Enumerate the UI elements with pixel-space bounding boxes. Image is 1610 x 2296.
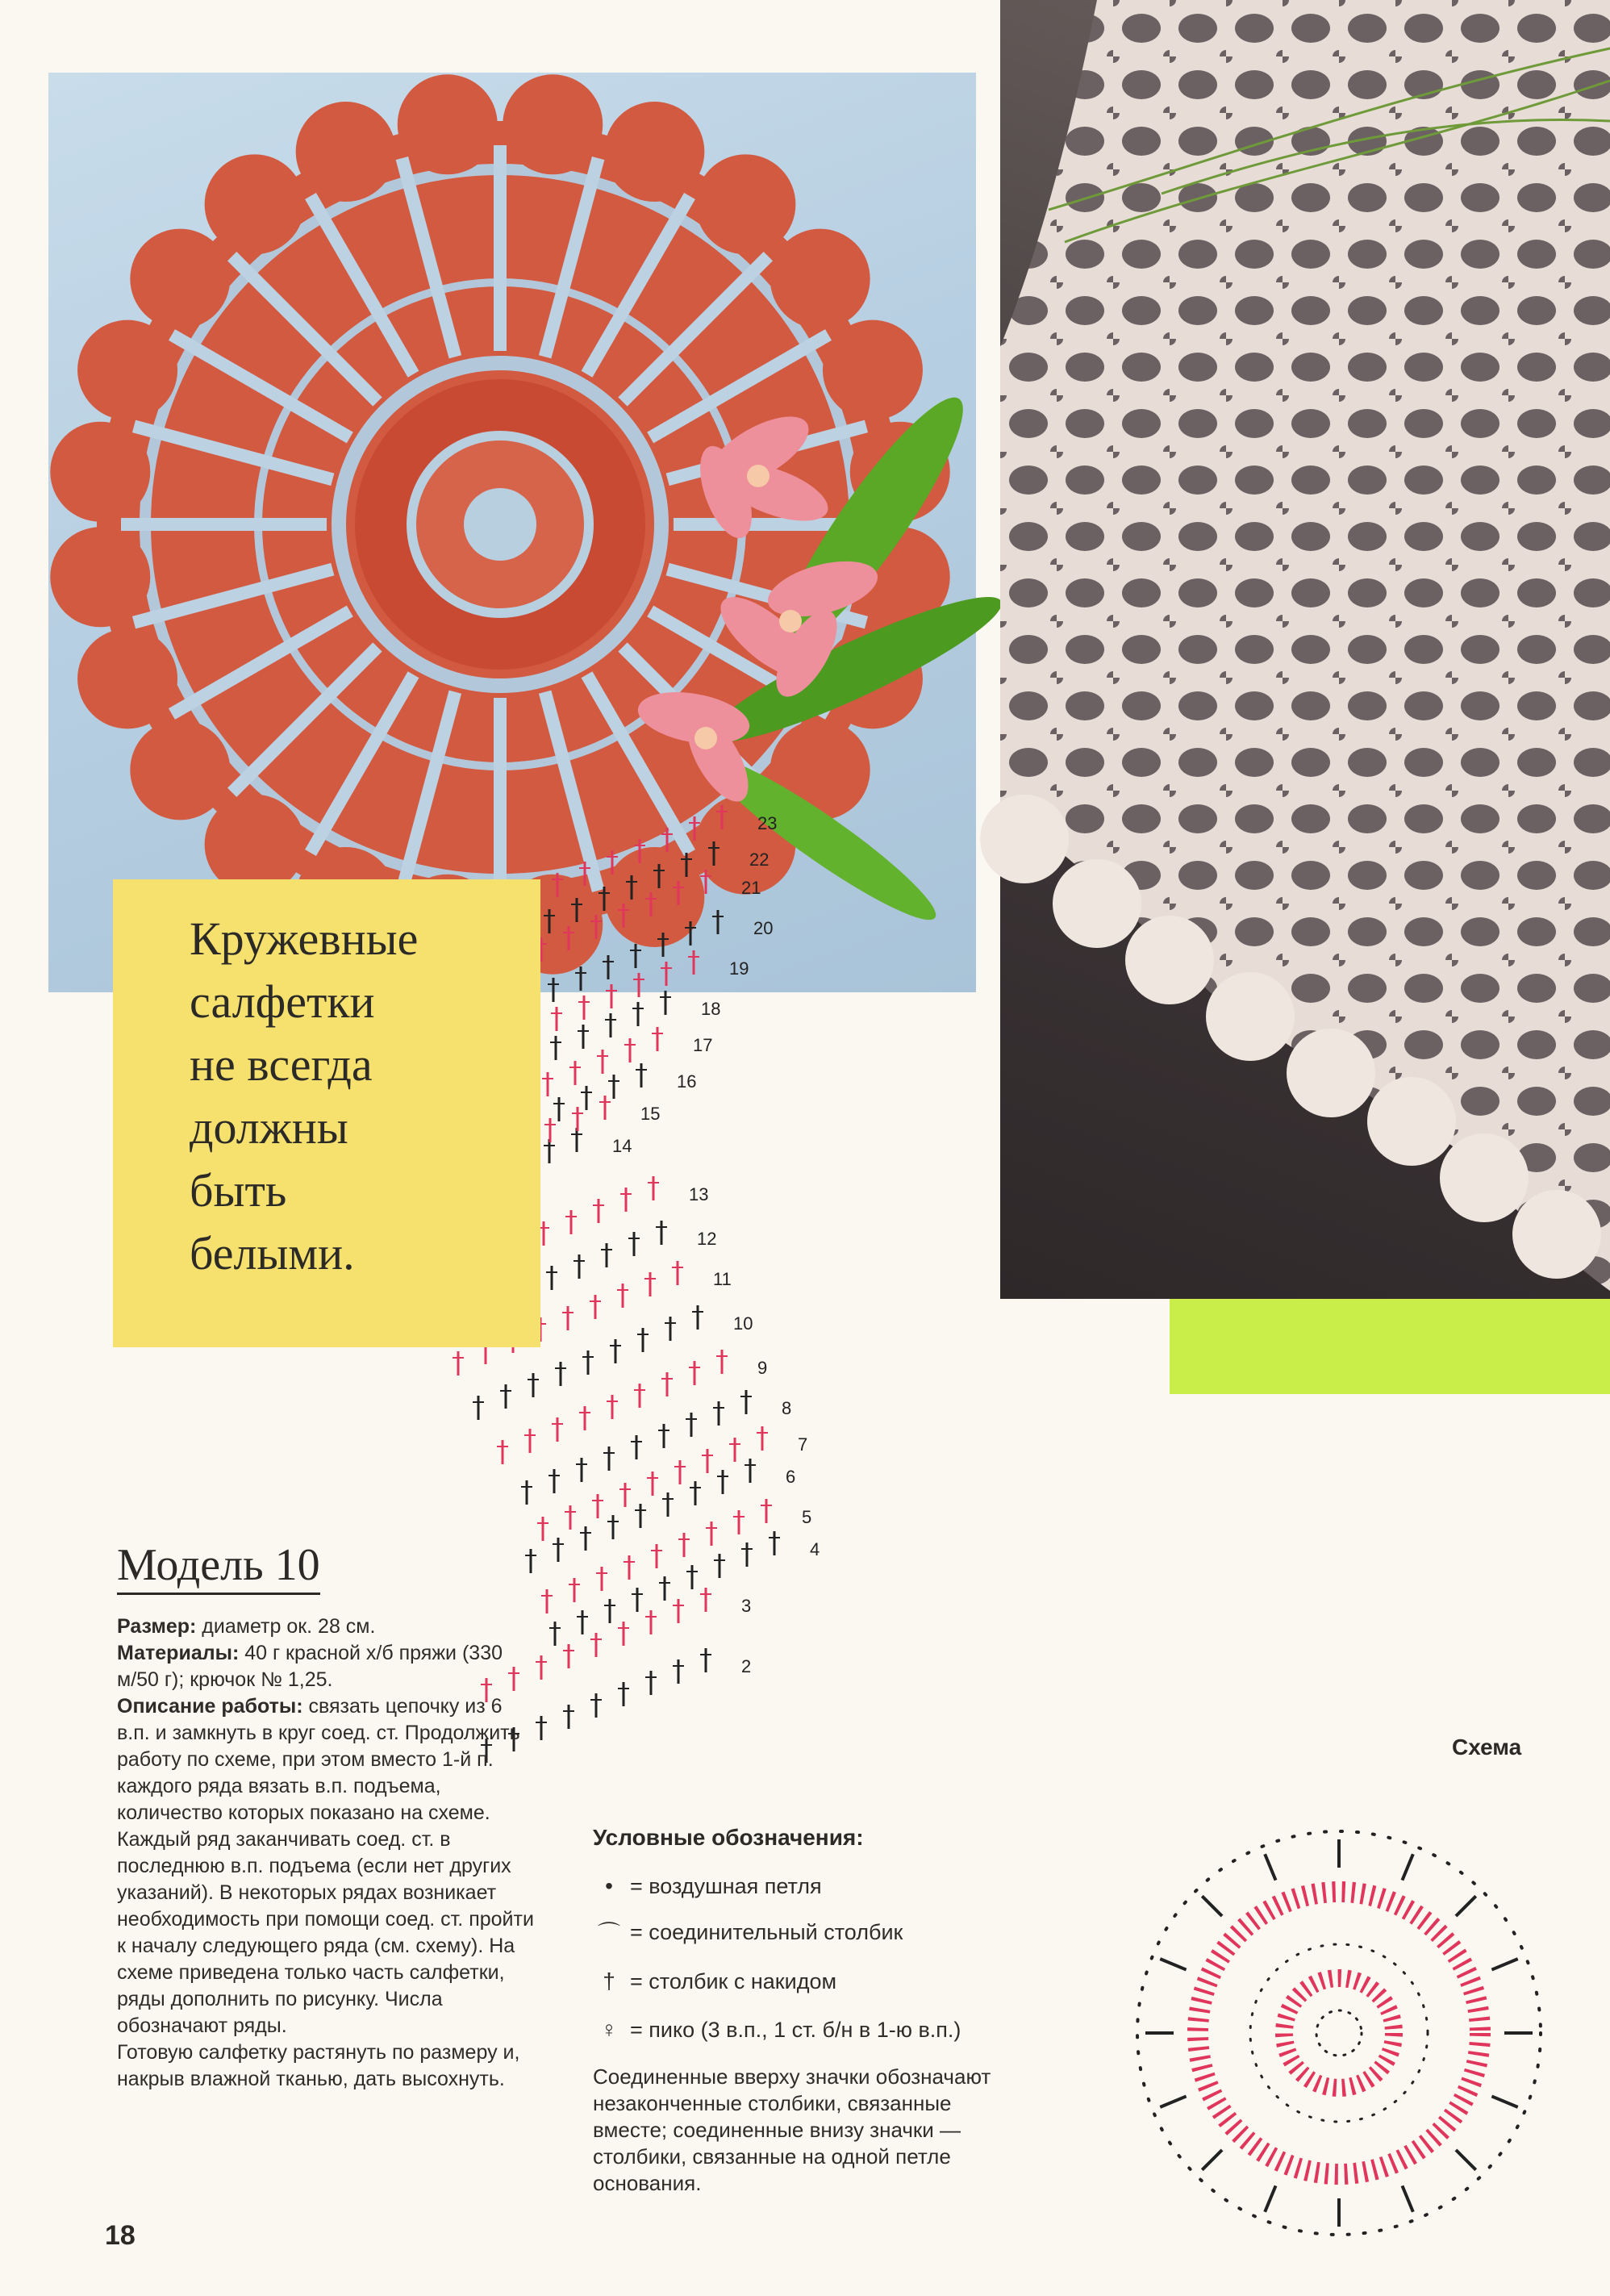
legend-item-chain-stitch [593, 1873, 822, 1899]
caption-line: белыми. [190, 1227, 355, 1279]
row-number: 22 [749, 850, 770, 870]
row-number: 20 [753, 918, 774, 938]
scheme-row [497, 1350, 767, 1464]
legend-title: Условные обозначения: [593, 1825, 864, 1850]
page-number: 18 [105, 2220, 136, 2251]
lace-scallop [1053, 859, 1141, 948]
legend-label: = столбик с накидом [630, 1968, 837, 1993]
slip-stitch-icon: ⌒ [597, 1921, 620, 1946]
model-title: Модель 10 [117, 1539, 320, 1595]
size-text: диаметр ок. 28 см. [196, 1615, 376, 1638]
double-crochet-icon: † [603, 1968, 615, 1993]
red-doily-illustration [48, 73, 976, 992]
row-number: 3 [741, 1596, 752, 1616]
row-number: 17 [693, 1035, 713, 1055]
caption-heading [190, 908, 528, 1285]
lace-scallop [1125, 916, 1214, 1004]
lace-scallop [1206, 972, 1295, 1061]
finishing-paragraph: Готовую салфетку растянуть по размеру и, накрыв влажной тканью, дать высохнуть. [117, 2041, 520, 2090]
legend-item-picot [593, 2017, 961, 2043]
legend-item-double-crochet [593, 1968, 836, 1994]
caption-line: Кружевные [190, 912, 419, 965]
row-number: 12 [697, 1229, 717, 1249]
row-number: 23 [757, 813, 778, 833]
materials-paragraph [117, 1640, 536, 1693]
instructions-paragraph [117, 1693, 536, 2039]
instructions-label: Описание работы: [117, 1695, 303, 1718]
row-number: 4 [810, 1539, 820, 1559]
legend-note: Соединенные вверху значки обозначают незаконченные столбики, связанные вместе; соединенные внизу значки — столбики, связанные на одной петле основания. [593, 2064, 991, 2195]
scheme-label: Схема [1452, 1735, 1522, 1760]
caption-line: не всегда [190, 1038, 373, 1091]
row-number: 7 [798, 1434, 808, 1455]
row-number: 5 [802, 1507, 812, 1527]
size-paragraph [117, 1613, 536, 1640]
legend-label: = пико (3 в.п., 1 ст. б/н в 1-ю в.п.) [630, 2017, 961, 2042]
row-number: 13 [689, 1184, 709, 1204]
model-description [117, 1613, 536, 2093]
size-label: Размер: [117, 1615, 197, 1638]
caption-line: быть [190, 1164, 287, 1217]
row-number: 19 [729, 958, 749, 979]
legend-item-slip-stitch [593, 1916, 903, 1948]
row-number: 15 [640, 1104, 661, 1124]
legend-label: = соединительный столбик [630, 1919, 903, 1944]
row-number: 9 [757, 1358, 768, 1378]
materials-label: Материалы: [117, 1642, 240, 1664]
materials-text: 40 г красной х/б пряжи (330 м/50 г); крючок № 1,25. [117, 1642, 503, 1691]
row-number: 10 [733, 1313, 753, 1334]
row-number: 14 [612, 1136, 632, 1156]
legend-label: = воздушная петля [630, 1873, 822, 1898]
row-number: 8 [782, 1398, 792, 1418]
instructions-text: связать цепочку из 6 в.п. и замкнуть в круг соед. ст. Продолжить работу по схеме, при этом вместо 1-й п. каждого ряда вязать в.п. подъема, количество которых показано на схеме. Каждый ряд заканчивать соед. ст. в последнюю в.п. подъема (если нет других указаний). В некоторых рядах возникает необходимость при помощи соед. ст. пройти к началу следующего ряда (см. схему). На схеме приведена только часть салфетки, ряды дополнить по рисунку. Числа обозначают ряды. [117, 1695, 534, 2037]
scheme-row [541, 1499, 811, 1613]
scheme-row [521, 1390, 791, 1505]
row-number: 6 [786, 1467, 796, 1487]
lace-scallop [980, 795, 1069, 883]
scheme-row [537, 1426, 807, 1541]
row-number: 21 [741, 878, 761, 898]
caption-line: салфетки [190, 975, 375, 1028]
row-number: 16 [677, 1071, 697, 1092]
caption-line: должны [190, 1101, 348, 1154]
red-doily-photo [48, 73, 976, 992]
row-number: 11 [713, 1269, 732, 1289]
scheme-row [525, 1459, 795, 1573]
row-number: 2 [741, 1656, 752, 1676]
chain-stitch-icon: • [605, 1873, 613, 1898]
row-number: 18 [701, 999, 721, 1019]
picot-icon: ♀ [600, 2017, 618, 2042]
